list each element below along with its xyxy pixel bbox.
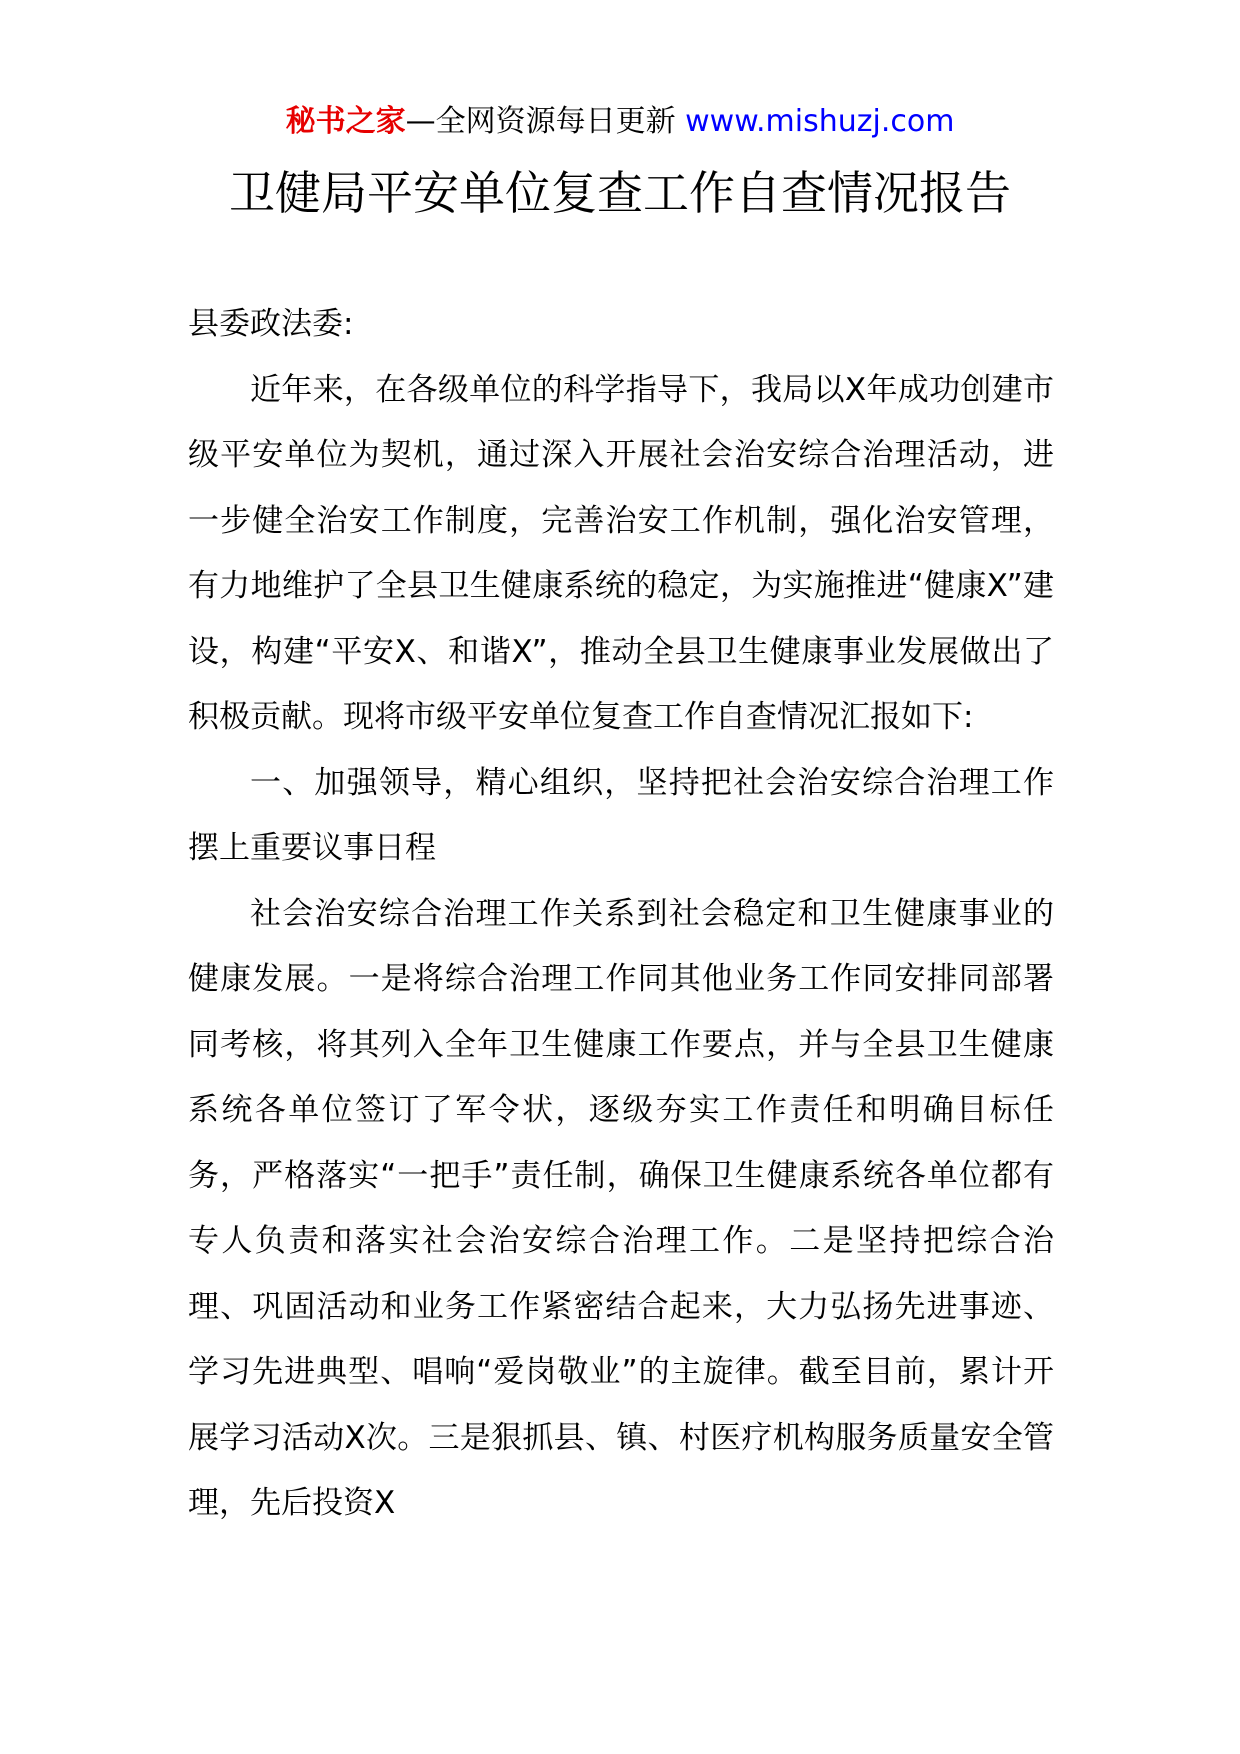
section-heading-1: 一、加强领导，精心组织，坚持把社会治安综合治理工作摆上重要议事日程 bbox=[188, 764, 1054, 866]
paragraph-section-1: 社会治安综合治理工作关系到社会稳定和卫生健康事业的健康发展。一是将综合治理工作同其他业务工作同安排同部署同考核，将其列入全年卫生健康工作要点，并与全县卫生健康系统各单位签订了军令状，逐级夯实工作责任和明确目标任务，严格落实“一把手”责任制，确保卫生健康系统各单位都有专人负责和落实社会治安综合治理工作。二是坚持把综合治理、巩固活动和业务工作紧密结合起来，大力弘扬先进事迹、学习先进典型、唱响“爱岗敬业”的主旋律。截至目前，累计开展学习活动X次。三是狠抓县、镇、村医疗机构服务质量安全管理，先后投资X bbox=[188, 895, 1054, 1521]
site-banner bbox=[0, 100, 1240, 144]
paragraph-intro: 近年来，在各级单位的科学指导下，我局以X年成功创建市级平安单位为契机，通过深入开展社会治安综合治理活动，进一步健全治安工作制度，完善治安工作机制，强化治安管理，有力地维护了全县卫生健康系统的稳定，为实施推进“健康X”建设，构建“平安X、和谐X”，推动全县卫生健康事业发展做出了积极贡献。现将市级平安单位复查工作自查情况汇报如下: bbox=[188, 371, 1054, 735]
site-slogan: —全网资源每日更新 bbox=[405, 104, 676, 139]
document-body bbox=[188, 292, 1054, 1537]
site-url[interactable]: www.mishuzj.com bbox=[685, 104, 955, 139]
document-title: 卫健局平安单位复查工作自查情况报告 bbox=[229, 166, 1011, 220]
salutation: 县委政法委: bbox=[188, 306, 354, 342]
site-brand: 秘书之家 bbox=[285, 104, 406, 139]
